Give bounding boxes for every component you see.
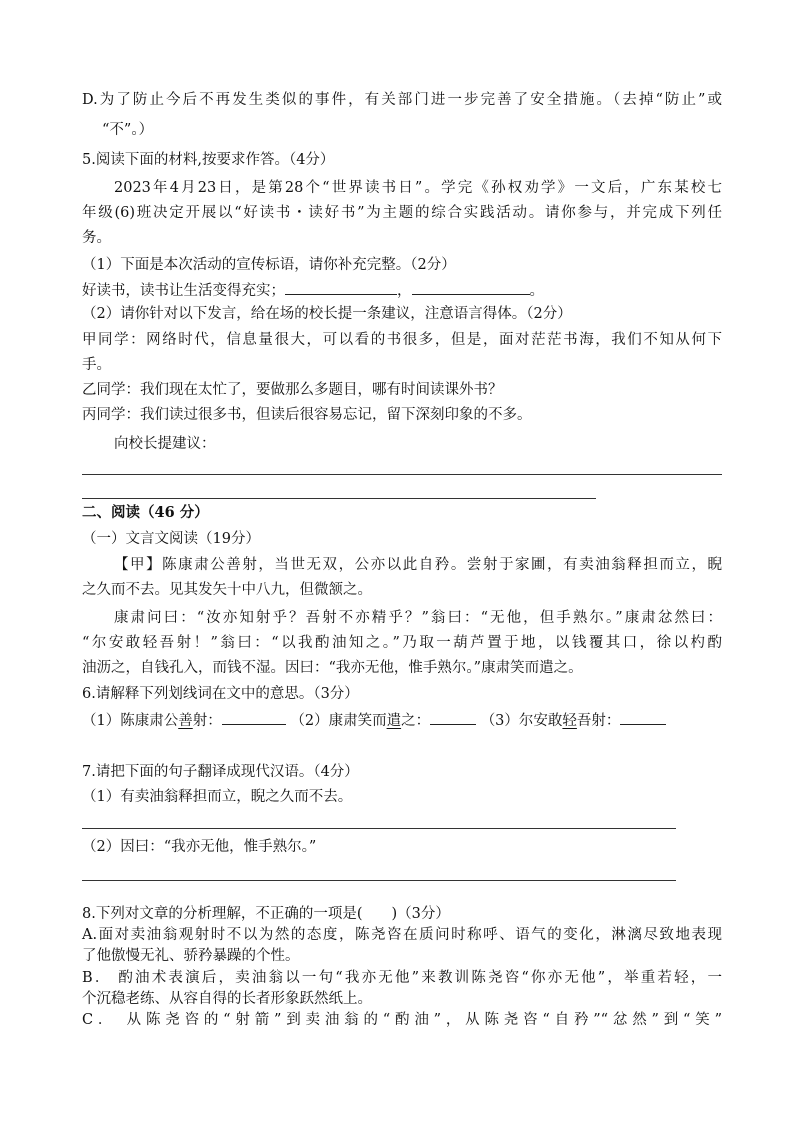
- q6-item1-post: 射：: [192, 713, 222, 729]
- q5-slogan-line: [82, 280, 544, 301]
- q5-answer-line-1[interactable]: [82, 474, 722, 475]
- q6-item1-blank[interactable]: [222, 710, 286, 725]
- q5-student-c: 丙同学：我们读过很多书，但读后很容易忘记，留下深刻印象的不多。: [82, 407, 532, 423]
- q5-slogan-end: 。: [529, 283, 544, 299]
- q6-item3-blank[interactable]: [620, 710, 666, 725]
- passage-p1-line1: 【甲】陈康肃公善射，当世无双，公亦以此自矜。尝射于家圃，有卖油翁释担而立，睨: [114, 557, 722, 573]
- section2-part1-title: （一）文言文阅读（19分）: [82, 531, 260, 547]
- q6-item3-pre: （3）尔安敢: [480, 713, 563, 729]
- q4-option-d-line2: “不”。）: [102, 122, 154, 138]
- q7-item1: （1）有卖油翁释担而立，睨之久而不去。: [82, 789, 353, 805]
- q8-option-c-line1: C． 从陈尧咨的“射箭”到卖油翁的“酌油”，从陈尧咨“自矜”“忿然”到“笑”: [82, 1012, 722, 1028]
- q6-items-line: [82, 710, 666, 731]
- q5-passage-line1: 2023年4月23日，是第28个“世界读书日”。学完《孙权劝学》一文后，广东某校七: [114, 180, 722, 196]
- q8-option-b-line1: B． 酌油术表演后，卖油翁以一句“我亦无他”来教训陈尧咨“你亦无他”，举重若轻，一: [82, 970, 722, 986]
- passage-p1-line2: 之久而不去。见其发矢十中八九，但微颔之。: [82, 582, 372, 598]
- q5-passage-line3: 务。: [82, 230, 111, 246]
- q5-passage-line2: 年级(6)班决定开展以“好读书・读好书”为主题的综合实践活动。请你参与，并完成下列任: [82, 205, 722, 221]
- q5-sub1-prompt: （1）下面是本次活动的宣传标语，请你补充完整。（2分）: [82, 257, 456, 273]
- q6-heading: 6.请解释下列划线词在文中的意思。（3分）: [82, 686, 359, 702]
- q5-slogan-prefix: 好读书，读书让生活变得充实；: [82, 283, 285, 299]
- q5-student-a-line1: 甲同学：网络时代，信息量很大，可以看的书很多，但是，面对茫茫书海，我们不知从何下: [82, 332, 722, 348]
- q5-student-b: 乙同学：我们现在太忙了，要做那么多题目，哪有时间读课外书？: [82, 382, 503, 398]
- q7-answer-line-1[interactable]: [82, 828, 676, 829]
- section2-title: 二、阅读（46 分）: [82, 504, 209, 521]
- q8-option-b-line2: 个沉稳老练、从容自得的长者形象跃然纸上。: [82, 991, 372, 1007]
- q7-heading: 7.请把下面的句子翻译成现代汉语。（4分）: [82, 764, 359, 780]
- q5-suggestion-label: 向校长提建议：: [114, 436, 216, 452]
- passage-p2-line1: 康肃问曰：“汝亦知射乎？吾射不亦精乎？”翁曰：“无他，但手熟尔。”康肃忿然曰：: [114, 610, 722, 626]
- q5-heading: 5.阅读下面的材料,按要求作答。（4分）: [82, 152, 335, 168]
- q5-slogan-blank-1[interactable]: [285, 280, 397, 295]
- q6-item2-post: 之：: [401, 713, 431, 729]
- q7-answer-line-2[interactable]: [82, 880, 676, 881]
- q6-item2-blank[interactable]: [430, 710, 476, 725]
- q5-answer-line-2[interactable]: [82, 498, 596, 499]
- q6-item3-word: 轻: [562, 713, 577, 729]
- q6-item1-pre: （1）陈康肃公: [82, 713, 179, 729]
- passage-p2-line2: “尔安敢轻吾射！”翁曰：“以我酌油知之。”乃取一葫芦置于地，以钱覆其口，徐以杓酌: [82, 635, 722, 651]
- q7-item2: （2）因曰：“我亦无他，惟手熟尔。”: [82, 839, 317, 855]
- q8-option-a-line2: 了他傲慢无礼、骄矜暴躁的个性。: [82, 948, 300, 964]
- q5-sub2-prompt: （2）请你针对以下发言，给在场的校长提一条建议，注意语言得体。（2分）: [82, 306, 572, 322]
- q5-student-a-line2: 手。: [82, 357, 111, 373]
- passage-p2-line3: 油沥之，自钱孔入，而钱不湿。因曰：“我亦无他，惟手熟尔。”康肃笑而遣之。: [82, 660, 583, 676]
- q6-item1-word: 善: [178, 713, 193, 729]
- q5-slogan-sep: ，: [397, 283, 412, 299]
- q5-slogan-blank-2[interactable]: [412, 280, 530, 295]
- q8-option-a-line1: A.面对卖油翁观射时不以为然的态度，陈尧咨在质问时称呼、语气的变化，淋漓尽致地表现: [82, 927, 722, 943]
- q8-heading: 8.下列对文章的分析理解，不正确的一项是( )（3分）: [82, 906, 450, 922]
- q4-option-d-line1: D.为了防止今后不再发生类似的事件，有关部门进一步完善了安全措施。（去掉“防止”或: [82, 92, 722, 108]
- q6-item2-pre: （2）康肃笑而: [290, 713, 387, 729]
- q6-item2-word: 遣: [386, 713, 402, 729]
- q6-item3-post: 吾射：: [576, 713, 621, 729]
